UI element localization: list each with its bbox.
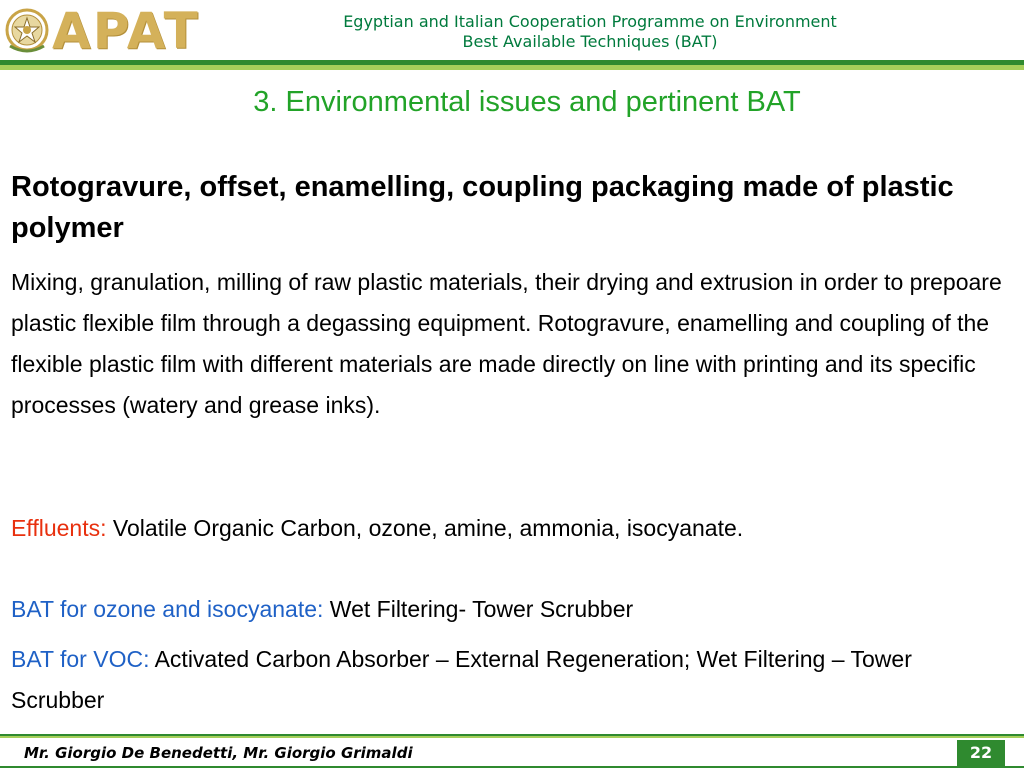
bat-voc-label: BAT for VOC: xyxy=(11,646,150,672)
bat-ozone-label: BAT for ozone and isocyanate: xyxy=(11,596,324,622)
footer-authors: Mr. Giorgio De Benedetti, Mr. Giorgio Grimaldi xyxy=(24,744,413,762)
bat-voc-text: Activated Carbon Absorber – External Regeneration; Wet Filtering – Tower Scrubber xyxy=(11,646,912,713)
apat-logo: APAT xyxy=(52,2,200,60)
effluents-line xyxy=(11,508,1011,549)
programme-subtitle: Best Available Techniques (BAT) xyxy=(462,32,718,51)
slide-header xyxy=(0,0,1024,68)
italian-republic-emblem-icon xyxy=(4,6,50,56)
effluents-text: Volatile Organic Carbon, ozone, amine, ammonia, isocyanate. xyxy=(106,515,744,541)
process-description: Mixing, granulation, milling of raw plastic materials, their drying and extrusion in order to prepoare plastic flexible film through a degassing equipment. Rotogravure, enamelling and coupling of the flexible plastic film with different materials are made directly on line with printing and its specific processes (watery and grease inks). xyxy=(11,269,1002,418)
header-divider-light xyxy=(0,65,1024,70)
bat-voc-line xyxy=(11,639,971,721)
header-titles xyxy=(250,12,930,52)
bat-ozone-text: Wet Filtering- Tower Scrubber xyxy=(323,596,634,622)
programme-title: Egyptian and Italian Cooperation Programme on Environment xyxy=(343,12,837,31)
effluents-label: Effluents: xyxy=(11,515,107,541)
bat-ozone-line xyxy=(11,589,1011,630)
slide-title: 3. Environmental issues and pertinent BAT xyxy=(253,86,801,118)
page-number-badge: 22 xyxy=(957,740,1005,766)
footer-divider-light xyxy=(0,736,1024,738)
section-subtitle: Rotogravure, offset, enamelling, coupling packaging made of plastic polymer xyxy=(11,171,954,244)
